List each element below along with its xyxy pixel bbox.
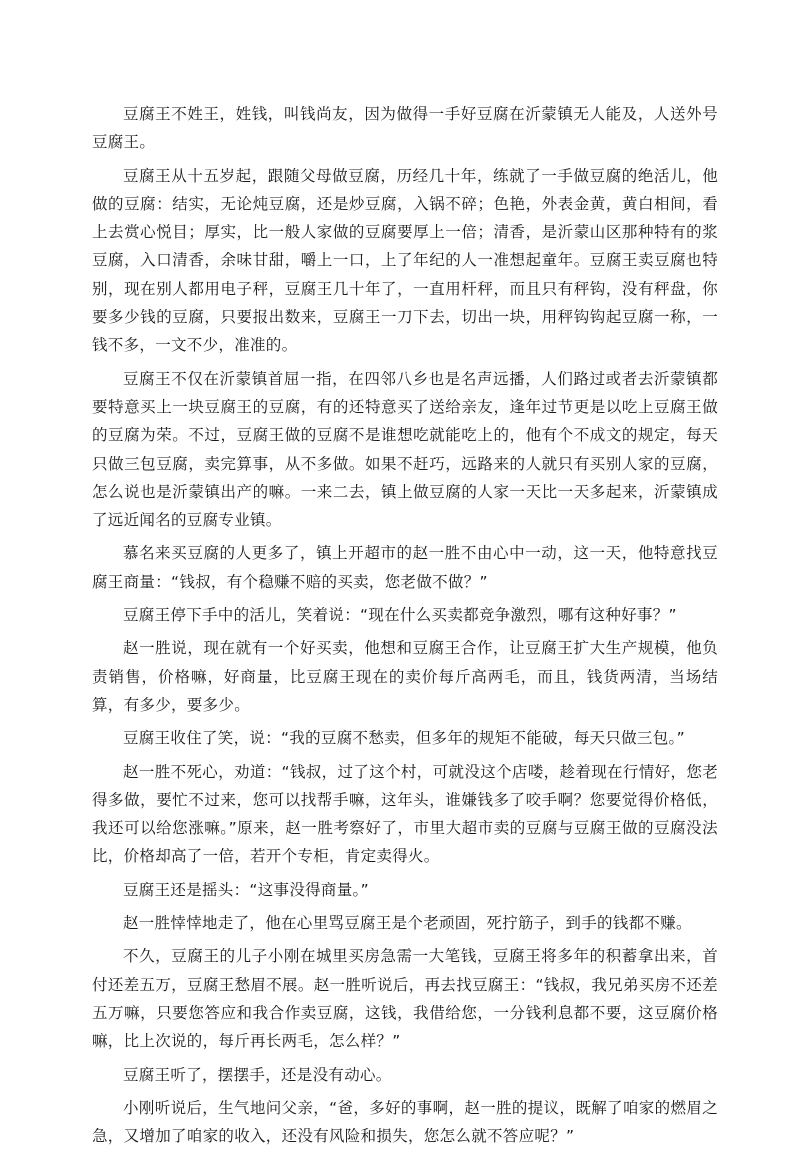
paragraph-1: 豆腐王不姓王，姓钱，叫钱尚友，因为做得一手好豆腐在沂蒙镇无人能及，人送外号豆腐王。 <box>92 105 718 152</box>
paragraph-11: 不久，豆腐王的儿子小刚在城里买房急需一大笔钱，豆腐王将多年的积蓄拿出来，首付还差五万，豆腐王愁眉不展。赵一胜听说后，再去找豆腐王：“钱叔，我兄弟买房不还差五万嘛，只要您答应和我合作卖豆腐，这钱，我借给您，一分钱利息都不要，这豆腐价格嘛，比上次说的，每斤再长两毛，怎么样？” <box>92 947 718 1051</box>
paragraph-8: 赵一胜不死心，劝道：“钱叔，过了这个村，可就没这个店喽，趁着现在行情好，您老得多做，要忙不过来，您可以找帮手嘛，这年头，谁嫌钱多了咬手啊？您要觉得价格低，我还可以给您涨嘛。”原来，赵一胜考察好了，市里大超市卖的豆腐与豆腐王做的豆腐没法比，价格却高了一倍，若开个专柜，肯定卖得火。 <box>92 762 718 866</box>
paragraph-7: 豆腐王收住了笑，说：“我的豆腐不愁卖，但多年的规矩不能破，每天只做三包。” <box>123 729 685 748</box>
paragraph-3: 豆腐王不仅在沂蒙镇首屈一指，在四邻八乡也是名声远播，人们路过或者去沂蒙镇都要特意买上一块豆腐王的豆腐，有的还特意买了送给亲友，逢年过节更是以吃上豆腐王做的豆腐为荣。不过，豆腐王做的豆腐不是谁想吃就能吃上的，他有个不成文的规定，每天只做三包豆腐，卖完算事，从不多做。如果不赶巧，远路来的人就只有买别人家的豆腐，怎么说也是沂蒙镇出产的嘛。一来二去，镇上做豆腐的人家一天比一天多起来，沂蒙镇成了远近闻名的豆腐专业镇。 <box>92 369 718 530</box>
paragraph-9: 豆腐王还是摇头：“这事没得商量。” <box>123 880 369 899</box>
document-page <box>92 100 718 1155</box>
paragraph-12: 豆腐王听了，摆摆手，还是没有动心。 <box>123 1065 392 1084</box>
paragraph-2: 豆腐王从十五岁起，跟随父母做豆腐，历经几十年，练就了一手做豆腐的绝活儿，他做的豆腐：结实，无论炖豆腐，还是炒豆腐，入锅不碎；色艳，外表金黄，黄白相间，看上去赏心悦目；厚实，比一般人家做的豆腐要厚上一倍；清香，是沂蒙山区那种特有的浆豆腐，入口清香，余味甘甜，嚼上一口，上了年纪的人一准想起童年。豆腐王卖豆腐也特别，现在别人都用电子秤，豆腐王几十年了，一直用杆秤，而且只有秤钩，没有秤盘，你要多少钱的豆腐，只要报出数来，豆腐王一刀下去，切出一块，用秤钩钩起豆腐一称，一钱不多，一文不少，准准的。 <box>92 166 718 355</box>
paragraph-13: 小刚听说后，生气地问父亲，“爸，多好的事啊，赵一胜的提议，既解了咱家的燃眉之急，又增加了咱家的收入，还没有风险和损失，您怎么就不答应呢？” <box>92 1098 718 1146</box>
paragraph-5: 豆腐王停下手中的活儿，笑着说：“现在什么买卖都竞争激烈，哪有这种好事？” <box>123 606 677 625</box>
paragraph-6: 赵一胜说，现在就有一个好买卖，他想和豆腐王合作，让豆腐王扩大生产规模，他负责销售，价格嘛，好商量，比豆腐王现在的卖价每斤高两毛，而且，钱货两清，当场结算，有多少，要多少。 <box>92 639 718 714</box>
paragraph-10: 赵一胜悻悻地走了，他在心里骂豆腐王是个老顽固，死拧筋子，到手的钱都不赚。 <box>123 914 692 933</box>
paragraph-4: 慕名来买豆腐的人更多了，镇上开超市的赵一胜不由心中一动，这一天，他特意找豆腐王商量：“钱叔，有个稳赚不赔的买卖，您老做不做？” <box>92 544 718 591</box>
